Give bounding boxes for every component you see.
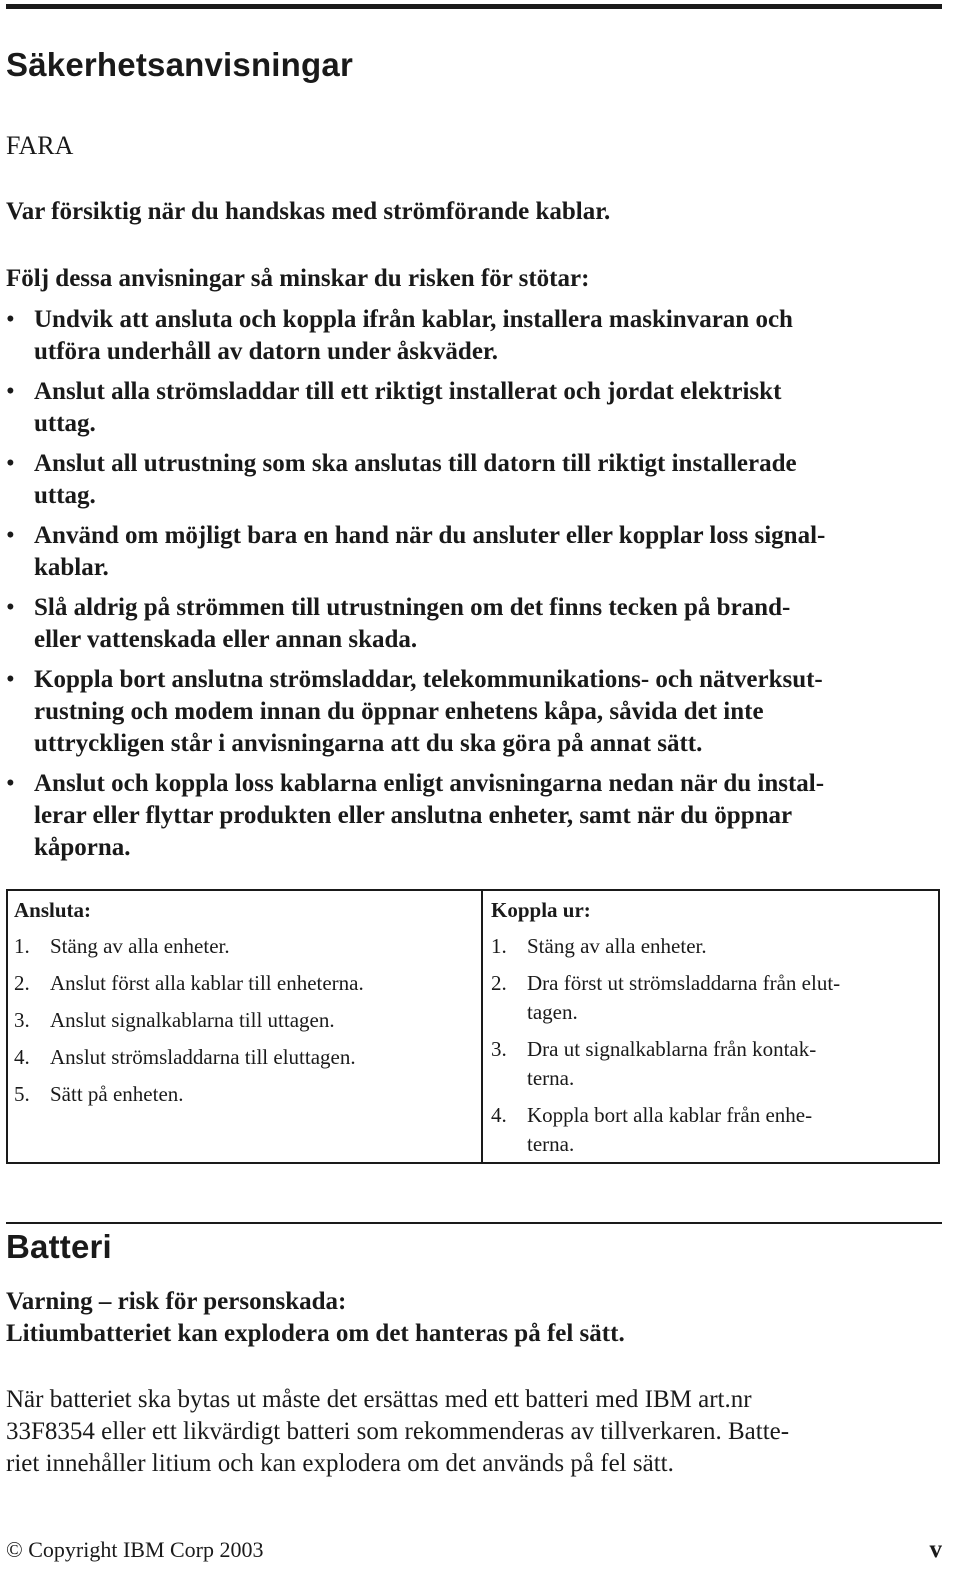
danger-warning: Var försiktig när du handskas med strömförande kablar. xyxy=(6,198,611,225)
safety-bullet-item xyxy=(6,304,936,368)
bullet-text-line: Slå aldrig på strömmen till utrustningen om det finns tecken på brand- xyxy=(34,594,791,621)
step-text-line: Anslut signalkablarna till uttagen. xyxy=(50,1008,335,1032)
step-number: 5. xyxy=(14,1082,30,1106)
connect-disconnect-table xyxy=(6,889,940,1164)
bullet-text-line: eller vattenskada eller annan skada. xyxy=(34,626,418,653)
disconnect-steps xyxy=(491,932,932,1159)
battery-body-line: När batteriet ska bytas ut måste det ersättas med ett batteri med IBM art.nr xyxy=(6,1386,752,1413)
bullet-text-line: kåporna. xyxy=(34,834,131,861)
disconnect-step xyxy=(491,932,932,961)
step-number: 4. xyxy=(14,1045,30,1069)
bullet-text-line: kablar. xyxy=(34,554,109,581)
bullet-icon: • xyxy=(6,666,15,693)
safety-bullet-item xyxy=(6,768,936,864)
battery-warning-line2: Litiumbatteriet kan explodera om det hanteras på fel sätt. xyxy=(6,1320,625,1347)
connect-step xyxy=(14,1006,475,1035)
step-text-line: Anslut strömsladdarna till eluttagen. xyxy=(50,1045,356,1069)
bullet-text-line: Anslut all utrustning som ska anslutas till datorn till riktigt installerade xyxy=(34,450,797,477)
disconnect-step xyxy=(491,969,932,1027)
safety-bullet-item xyxy=(6,664,936,760)
bullet-icon: • xyxy=(6,306,15,333)
connect-step xyxy=(14,1080,475,1109)
top-rule xyxy=(6,4,942,9)
connect-step xyxy=(14,969,475,998)
page-title: Säkerhetsanvisningar xyxy=(6,46,353,83)
battery-body-line: 33F8354 eller ett likvärdigt batteri som rekommenderas av tillverkaren. Batte- xyxy=(6,1418,790,1445)
safety-bullet-item xyxy=(6,520,936,584)
step-text-line: Stäng av alla enheter. xyxy=(50,934,230,958)
bullet-icon: • xyxy=(6,522,15,549)
bullet-text-line: utföra underhåll av datorn under åskväder. xyxy=(34,338,498,365)
battery-title: Batteri xyxy=(6,1228,112,1265)
step-text-line: terna. xyxy=(527,1132,575,1156)
section-rule xyxy=(6,1222,942,1224)
bullets-intro: Följ dessa anvisningar så minskar du risken för stötar: xyxy=(6,265,590,292)
safety-bullet-item xyxy=(6,592,936,656)
disconnect-step xyxy=(491,1035,932,1093)
step-text-line: Koppla bort alla kablar från enhe- xyxy=(527,1103,813,1127)
bullet-icon: • xyxy=(6,594,15,621)
bullet-text-line: Använd om möjligt bara en hand när du ansluter eller kopplar loss signal- xyxy=(34,522,826,549)
battery-warning-line1: Varning – risk för personskada: xyxy=(6,1288,347,1315)
connect-step xyxy=(14,932,475,961)
bullet-text-line: uttryckligen står i anvisningarna att du ska göra på annat sätt. xyxy=(34,730,703,757)
connect-step xyxy=(14,1043,475,1072)
copyright-text: © Copyright IBM Corp 2003 xyxy=(6,1537,264,1562)
danger-label: FARA xyxy=(6,131,74,160)
bullet-icon: • xyxy=(6,770,15,797)
bullet-text-line: uttag. xyxy=(34,410,96,437)
step-text-line: tagen. xyxy=(527,1000,578,1024)
disconnect-step xyxy=(491,1101,932,1159)
step-text-line: terna. xyxy=(527,1066,575,1090)
safety-bullet-item xyxy=(6,376,936,440)
step-number: 3. xyxy=(491,1037,507,1061)
step-number: 1. xyxy=(491,934,507,958)
battery-body-line: riet innehåller litium och kan explodera om det används på fel sätt. xyxy=(6,1450,674,1477)
step-text-line: Dra ut signalkablarna från kontak- xyxy=(527,1037,817,1061)
step-text-line: Anslut först alla kablar till enheterna. xyxy=(50,971,364,995)
step-number: 2. xyxy=(14,971,30,995)
bullet-text-line: Undvik att ansluta och koppla ifrån kablar, installera maskinvaran och xyxy=(34,306,793,333)
step-number: 2. xyxy=(491,971,507,995)
bullet-text-line: Anslut alla strömsladdar till ett riktigt installerat och jordat elektriskt xyxy=(34,378,782,405)
bullet-text-line: rustning och modem innan du öppnar enhetens kåpa, såvida det inte xyxy=(34,698,764,725)
step-number: 3. xyxy=(14,1008,30,1032)
connect-header: Ansluta: xyxy=(14,898,92,922)
bullet-icon: • xyxy=(6,378,15,405)
connect-column xyxy=(8,891,483,1162)
page-number: v xyxy=(929,1536,942,1563)
bullet-text-line: uttag. xyxy=(34,482,96,509)
disconnect-header: Koppla ur: xyxy=(491,898,591,922)
safety-bullet-list xyxy=(6,304,936,872)
step-number: 4. xyxy=(491,1103,507,1127)
disconnect-column xyxy=(483,891,938,1162)
step-text-line: Sätt på enheten. xyxy=(50,1082,184,1106)
connect-steps xyxy=(14,932,475,1109)
safety-bullet-item xyxy=(6,448,936,512)
bullet-text-line: Koppla bort anslutna strömsladdar, telekommunikations- och nätverksut- xyxy=(34,666,823,693)
step-text-line: Dra först ut strömsladdarna från elut- xyxy=(527,971,841,995)
bullet-text-line: lerar eller flyttar produkten eller anslutna enheter, samt när du öppnar xyxy=(34,802,793,829)
bullet-text-line: Anslut och koppla loss kablarna enligt anvisningarna nedan när du instal- xyxy=(34,770,825,797)
bullet-icon: • xyxy=(6,450,15,477)
step-text-line: Stäng av alla enheter. xyxy=(527,934,707,958)
step-number: 1. xyxy=(14,934,30,958)
